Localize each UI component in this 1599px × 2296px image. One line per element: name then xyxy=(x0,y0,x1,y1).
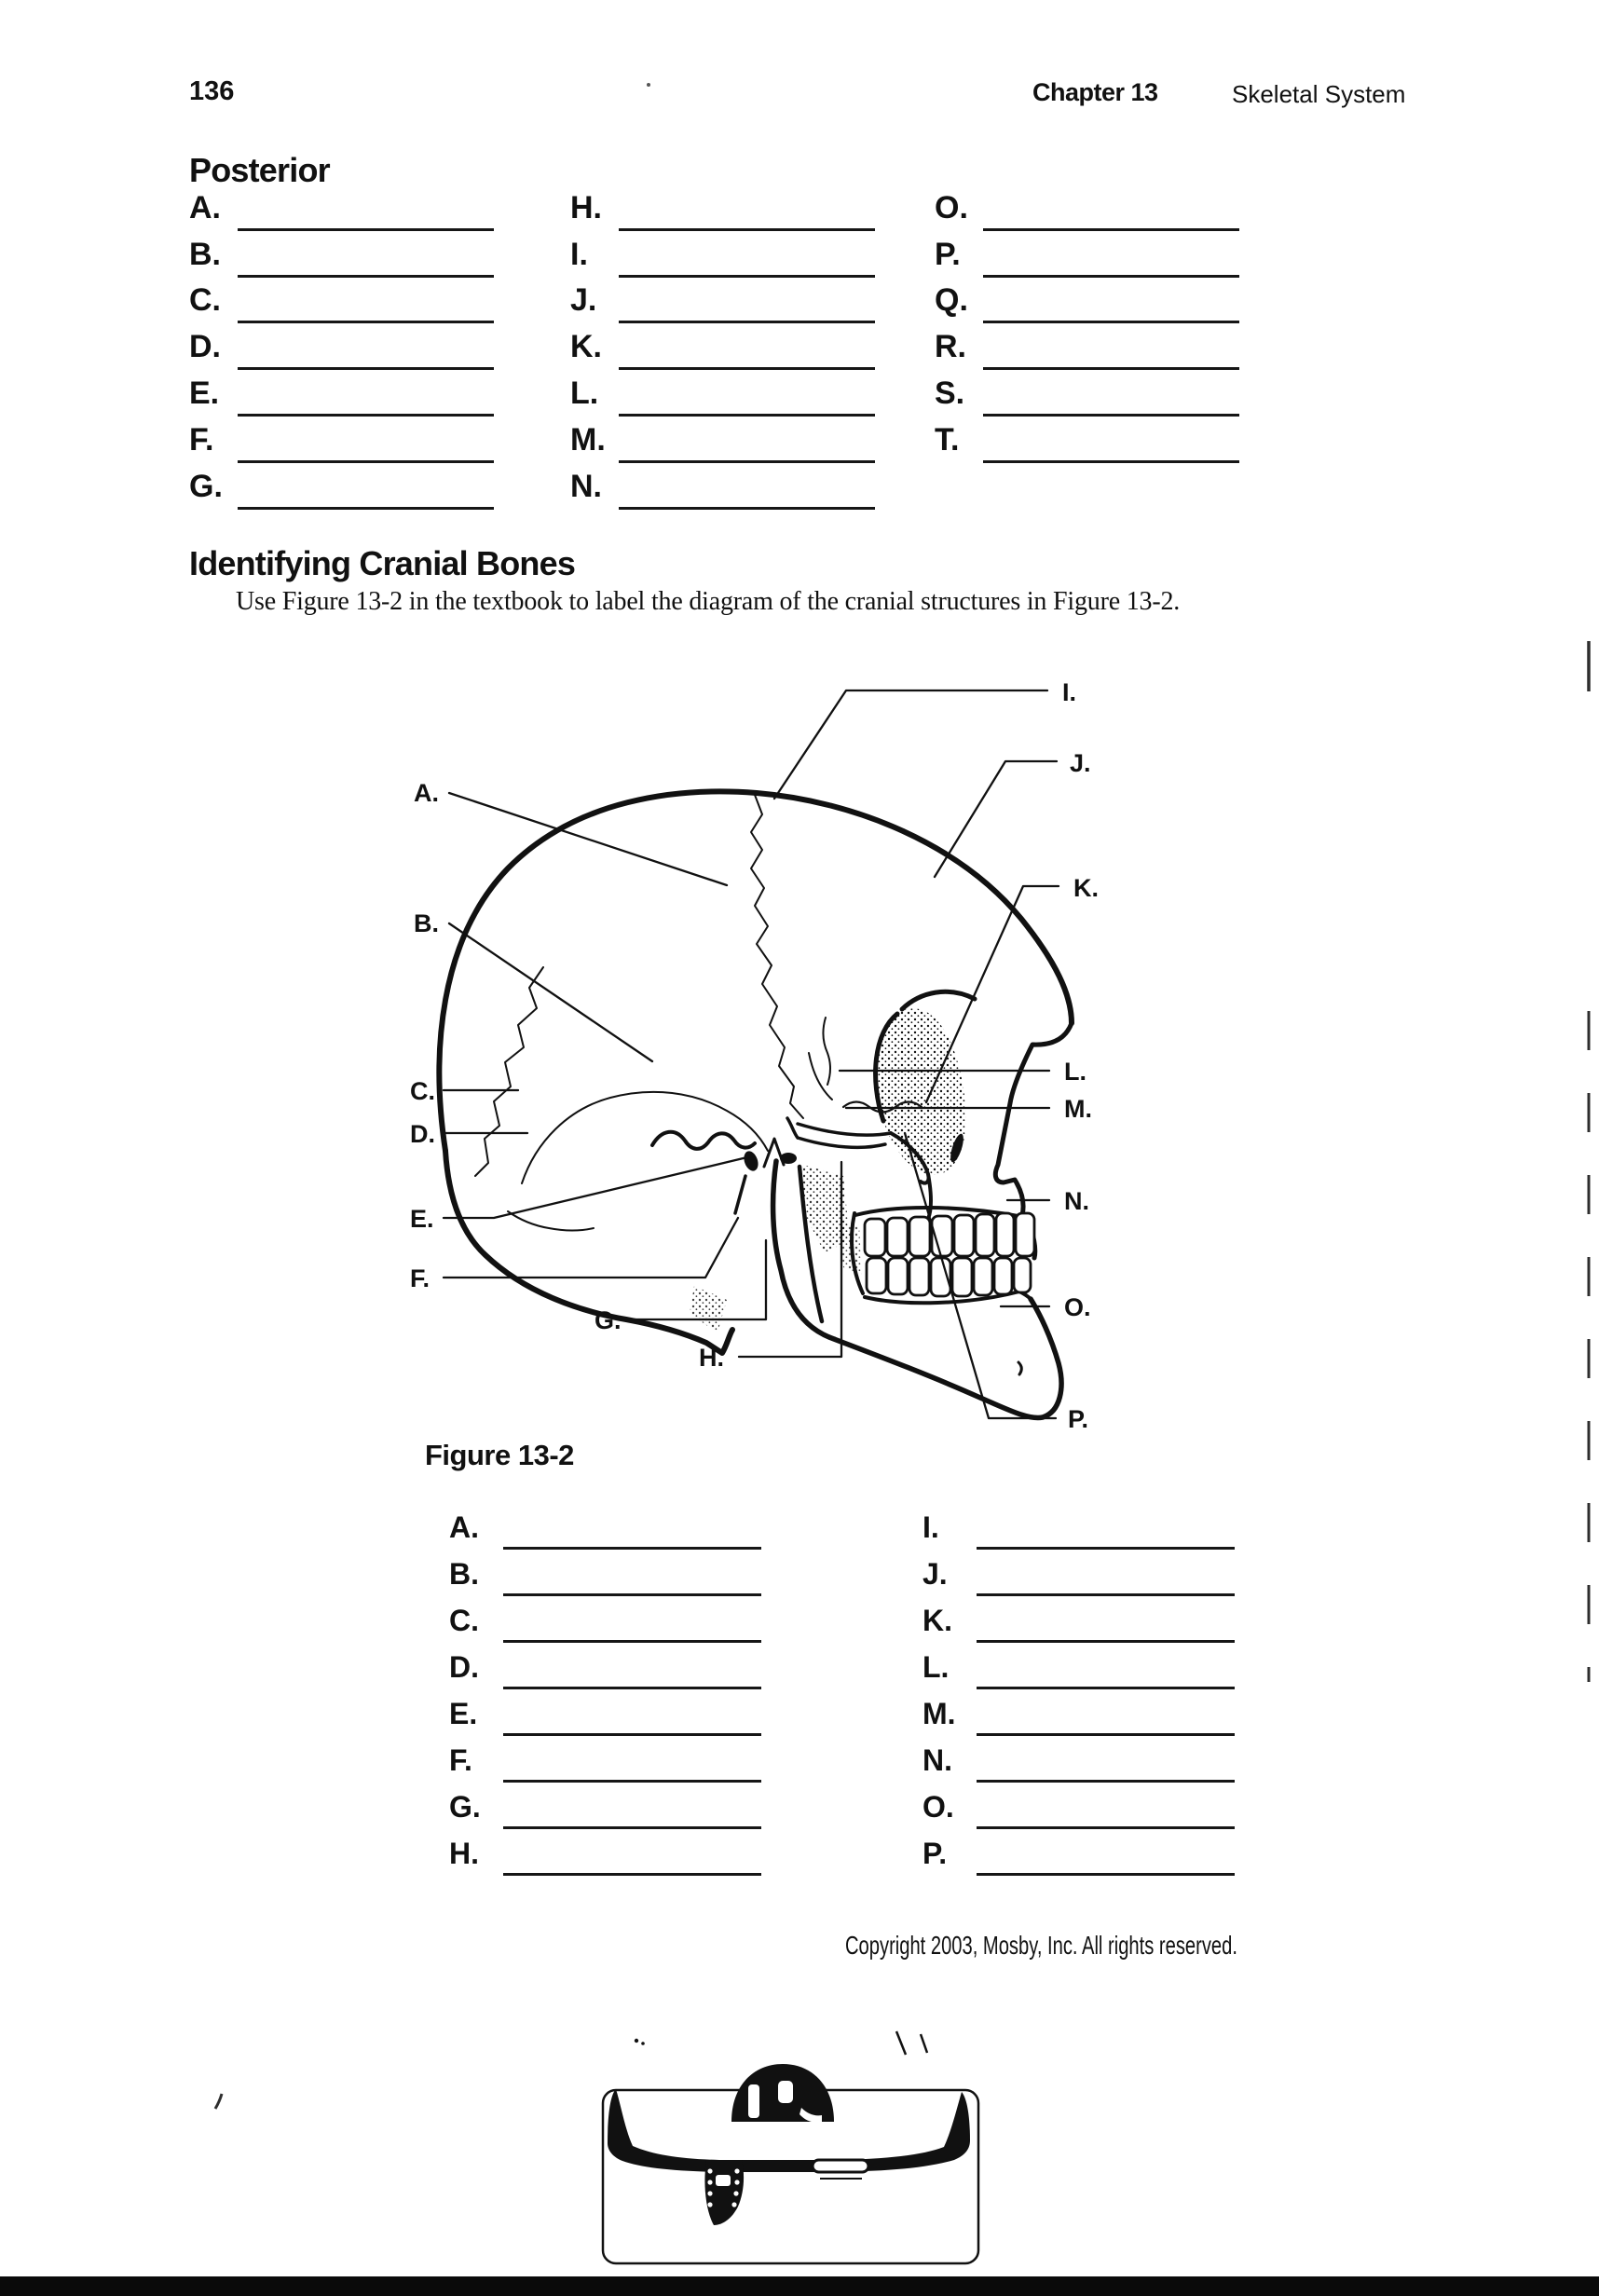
blank-item-letter: M. xyxy=(922,1697,956,1730)
blank-item-letter: I. xyxy=(570,236,588,272)
label-p: P. xyxy=(1068,1405,1089,1433)
blank-item-letter: L. xyxy=(922,1650,950,1684)
temporal-suture-lower xyxy=(508,1211,594,1231)
cranial-bones-heading: Identifying Cranial Bones xyxy=(189,544,576,582)
label-m: M. xyxy=(1064,1095,1092,1123)
zygomatic-arch xyxy=(787,1118,891,1147)
label-l: L. xyxy=(1064,1058,1086,1086)
blank-item-letter: H. xyxy=(570,189,602,226)
page-number: 136 xyxy=(189,76,235,106)
chapter-label: Chapter 13 xyxy=(1032,78,1158,106)
blank-item-letter: B. xyxy=(189,236,221,272)
skull-base xyxy=(445,1151,732,1353)
label-i: I. xyxy=(1062,678,1077,706)
leader-a xyxy=(449,793,727,885)
chapter-title: Skeletal System xyxy=(1232,80,1406,108)
blank-item-letter: M. xyxy=(570,421,606,458)
mental-foramen xyxy=(1018,1362,1021,1374)
blank-item-letter: F. xyxy=(449,1743,472,1777)
leader-f xyxy=(444,1218,738,1278)
leader-i xyxy=(774,690,1047,799)
blank-item-letter: H. xyxy=(449,1837,479,1870)
label-e: E. xyxy=(410,1205,434,1233)
blank-item-letter: P. xyxy=(922,1837,948,1870)
mandibular-fossa xyxy=(652,1132,755,1149)
styloid-process xyxy=(735,1176,745,1213)
orbit-stipple xyxy=(876,1008,966,1175)
posterior-heading: Posterior xyxy=(189,151,330,189)
supraorbital-ridge xyxy=(902,991,975,1009)
label-g: G. xyxy=(594,1306,622,1334)
blank-item-letter: E. xyxy=(449,1697,478,1730)
label-b: B. xyxy=(414,909,439,937)
blank-item-letter: O. xyxy=(935,189,968,226)
label-k: K. xyxy=(1073,874,1099,902)
cranium-outline xyxy=(439,791,1072,1151)
lambdoid-suture xyxy=(475,967,543,1176)
blank-item-letter: F. xyxy=(189,421,214,458)
blank-item-letter: K. xyxy=(922,1604,952,1637)
ear-canal xyxy=(742,1149,761,1172)
condyle xyxy=(780,1153,797,1164)
leader-lines xyxy=(444,690,1059,1418)
label-a: A. xyxy=(414,779,439,807)
blank-item-letter: O. xyxy=(922,1790,954,1824)
label-o: O. xyxy=(1064,1293,1091,1321)
bottom-scan-bar xyxy=(0,2276,1599,2296)
label-n: N. xyxy=(1064,1187,1089,1215)
skull-line-art xyxy=(439,791,1072,1417)
blank-item-letter: G. xyxy=(189,468,223,504)
leader-b xyxy=(449,923,652,1061)
blank-item-letter: C. xyxy=(189,282,221,319)
copyright-text: Copyright 2003, Mosby, Inc. All rights reserved. xyxy=(845,1931,1237,1960)
blank-item-letter: G. xyxy=(449,1790,481,1824)
leader-e xyxy=(444,1156,751,1218)
blank-item-letter: D. xyxy=(449,1650,479,1684)
blank-item-letter: J. xyxy=(922,1557,948,1591)
label-c: C. xyxy=(410,1077,435,1105)
blank-item-letter: I. xyxy=(922,1510,939,1544)
sphenoid-suture xyxy=(809,1018,832,1100)
label-j: J. xyxy=(1070,749,1091,777)
blank-item-letter: Q. xyxy=(935,282,968,319)
blank-item-letter: A. xyxy=(189,189,221,226)
blank-item-letter: S. xyxy=(935,375,965,411)
blank-item-letter: D. xyxy=(189,329,221,365)
bottom-partial-figure xyxy=(603,2031,978,2263)
mastoid-stipple xyxy=(690,1286,727,1332)
blank-item-letter: P. xyxy=(935,236,961,272)
blank-item-letter: B. xyxy=(449,1557,479,1591)
blank-item-letter: A. xyxy=(449,1510,479,1544)
label-h: H. xyxy=(699,1344,724,1372)
label-d: D. xyxy=(410,1120,435,1148)
label-f: F. xyxy=(410,1264,430,1292)
blank-item-letter: R. xyxy=(935,329,966,365)
coronal-suture xyxy=(751,795,803,1118)
blank-item-letter: N. xyxy=(570,468,602,504)
blank-item-letter: N. xyxy=(922,1743,952,1777)
blank-item-letter: L. xyxy=(570,375,599,411)
blank-item-letter: K. xyxy=(570,329,602,365)
blank-item-letter: J. xyxy=(570,282,597,319)
figure-caption: Figure 13-2 xyxy=(425,1439,574,1471)
blank-item-letter: E. xyxy=(189,375,220,411)
blank-item-letter: T. xyxy=(935,421,960,458)
instructions-text: Use Figure 13-2 in the textbook to label the diagram of the cranial structures in Figure 13-2. xyxy=(236,587,1181,616)
blank-item-letter: C. xyxy=(449,1604,479,1637)
